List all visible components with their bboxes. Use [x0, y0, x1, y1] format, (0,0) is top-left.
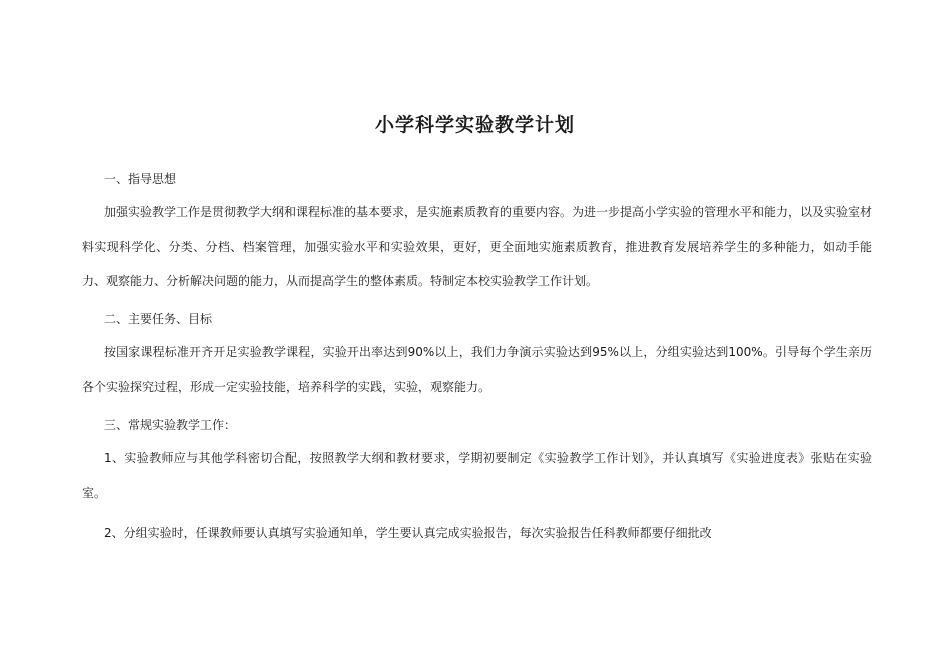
document-title: 小学科学实验教学计划 — [374, 114, 575, 136]
section-paragraph: 1、实验教师应与其他学科密切合配，按照教学大纲和教材要求，学期初要制定《实验教学工作计划》，并认真填写《实验进度表》张贴在实验室。 — [82, 451, 872, 500]
section-paragraph: 2、分组实验时，任课教师要认真填写实验通知单，学生要认真完成实验报告，每次实验报告任科教师都要仔细批改 — [104, 526, 712, 540]
section-paragraph: 按国家课程标准开齐开足实验教学课程，实验开出率达到90%以上，我们力争演示实验达到95%以上，分组实验达到100%。引导每个学生亲历各个实验探究过程，形成一定实验技能，培养科学的实践，实验，观察能力。 — [82, 345, 872, 394]
section-heading-routine-work: 三、常规实验教学工作： — [104, 418, 237, 432]
section-paragraph: 加强实验教学工作是贯彻教学大纲和课程标准的基本要求，是实施素质教育的重要内容。为进一步提高小学实验的管理水平和能力，以及实验室材料实现科学化、分类、分档、档案管理，加强实验水平和实验效果，更好，更全面地实施素质教育，推进教育发展培养学生的多种能力，如动手能力、观察能力、分析解决问题的能力，从而提高学生的整体素质。特制定本校实验教学工作计划。 — [82, 205, 873, 288]
section-heading-guiding-thought: 一、指导思想 — [104, 172, 177, 186]
section-heading-main-tasks: 二、主要任务、目标 — [104, 312, 213, 326]
